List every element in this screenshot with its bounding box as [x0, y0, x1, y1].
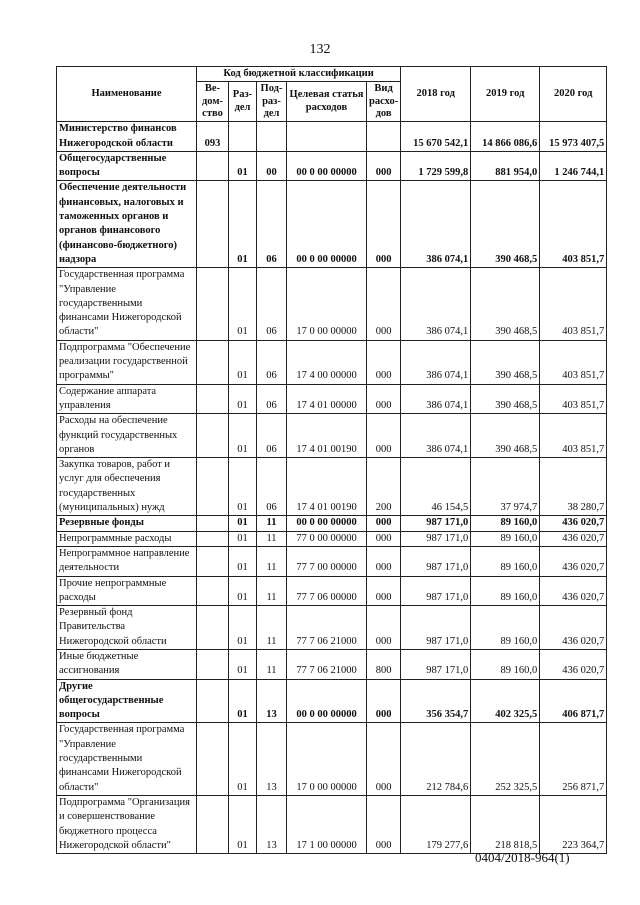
cell-ved	[197, 546, 229, 576]
table-row	[57, 340, 607, 384]
table-row	[57, 679, 607, 723]
cell-vid: 000	[367, 268, 401, 340]
cell-y2018: 386 074,1	[401, 340, 471, 384]
cell-razdel: 01	[229, 516, 257, 531]
cell-name: Иные бюджетные ассигнования	[57, 649, 197, 679]
cell-podrazdel: 06	[257, 181, 287, 268]
cell-podrazdel: 11	[257, 516, 287, 531]
cell-y2018: 386 074,1	[401, 384, 471, 414]
table-row	[57, 795, 607, 853]
cell-csr: 77 0 00 00000	[287, 531, 367, 546]
cell-razdel: 01	[229, 723, 257, 795]
cell-podrazdel: 11	[257, 576, 287, 606]
cell-csr: 00 0 00 00000	[287, 679, 367, 723]
cell-podrazdel: 11	[257, 649, 287, 679]
cell-name: Другие общегосударственные вопросы	[57, 679, 197, 723]
header-2019: 2019 год	[471, 67, 540, 122]
cell-y2020: 1 246 744,1	[540, 151, 607, 181]
table-row	[57, 181, 607, 268]
cell-name: Содержание аппарата управления	[57, 384, 197, 414]
cell-name: Резервный фонд Правительства Нижегородской области	[57, 606, 197, 650]
cell-ved	[197, 340, 229, 384]
cell-y2020: 436 020,7	[540, 606, 607, 650]
cell-vid: 000	[367, 606, 401, 650]
cell-ved	[197, 458, 229, 516]
cell-y2018: 386 074,1	[401, 181, 471, 268]
cell-vid: 000	[367, 340, 401, 384]
cell-y2020: 256 871,7	[540, 723, 607, 795]
budget-table	[56, 66, 607, 854]
cell-ved	[197, 795, 229, 853]
cell-csr: 00 0 00 00000	[287, 516, 367, 531]
cell-razdel: 01	[229, 649, 257, 679]
cell-y2019: 89 160,0	[471, 546, 540, 576]
cell-ved	[197, 181, 229, 268]
cell-razdel: 01	[229, 268, 257, 340]
cell-name: Министерство финансов Нижегородской области	[57, 122, 197, 152]
cell-y2019: 390 468,5	[471, 414, 540, 458]
cell-podrazdel: 13	[257, 723, 287, 795]
cell-y2020: 436 020,7	[540, 649, 607, 679]
cell-y2020: 436 020,7	[540, 546, 607, 576]
cell-vid: 000	[367, 531, 401, 546]
cell-podrazdel: 11	[257, 606, 287, 650]
cell-ved	[197, 268, 229, 340]
table-row	[57, 151, 607, 181]
cell-csr	[287, 122, 367, 152]
cell-vid: 000	[367, 576, 401, 606]
header-name: Наименование	[57, 67, 197, 122]
cell-razdel: 01	[229, 340, 257, 384]
cell-name: Государственная программа "Управление государственными финансами Нижегородской области"	[57, 723, 197, 795]
cell-ved	[197, 576, 229, 606]
table-body	[57, 122, 607, 854]
cell-ved	[197, 531, 229, 546]
page-number: 132	[309, 42, 331, 57]
cell-y2020: 436 020,7	[540, 576, 607, 606]
cell-ved	[197, 606, 229, 650]
cell-y2020: 403 851,7	[540, 268, 607, 340]
cell-razdel: 01	[229, 458, 257, 516]
cell-vid	[367, 122, 401, 152]
cell-y2019: 402 325,5	[471, 679, 540, 723]
cell-y2019: 89 160,0	[471, 606, 540, 650]
cell-y2019: 89 160,0	[471, 649, 540, 679]
cell-podrazdel: 06	[257, 414, 287, 458]
cell-vid: 000	[367, 151, 401, 181]
cell-y2019: 390 468,5	[471, 384, 540, 414]
cell-csr: 17 4 01 00000	[287, 384, 367, 414]
cell-podrazdel: 11	[257, 546, 287, 576]
cell-vid: 000	[367, 546, 401, 576]
cell-y2020: 38 280,7	[540, 458, 607, 516]
cell-y2018: 987 171,0	[401, 606, 471, 650]
header-razdel: Раз-дел	[229, 82, 257, 122]
cell-y2018: 356 354,7	[401, 679, 471, 723]
cell-ved	[197, 414, 229, 458]
cell-csr: 17 0 00 00000	[287, 268, 367, 340]
cell-y2018: 987 171,0	[401, 531, 471, 546]
cell-razdel: 01	[229, 606, 257, 650]
cell-vid: 200	[367, 458, 401, 516]
cell-y2018: 987 171,0	[401, 576, 471, 606]
cell-ved	[197, 679, 229, 723]
cell-y2019: 881 954,0	[471, 151, 540, 181]
table-row	[57, 531, 607, 546]
cell-vid: 800	[367, 649, 401, 679]
cell-razdel: 01	[229, 795, 257, 853]
cell-ved: 093	[197, 122, 229, 152]
table-row	[57, 268, 607, 340]
header-csr: Целевая статья расходов	[287, 82, 367, 122]
cell-csr: 77 7 06 21000	[287, 649, 367, 679]
table-row	[57, 516, 607, 531]
table-row	[57, 649, 607, 679]
header-code-group: Код бюджетной классификации	[197, 67, 401, 82]
cell-y2019: 390 468,5	[471, 181, 540, 268]
cell-y2020: 403 851,7	[540, 414, 607, 458]
table-row	[57, 122, 607, 152]
header-podrazdel: Под-раз-дел	[257, 82, 287, 122]
cell-podrazdel: 00	[257, 151, 287, 181]
header-2018: 2018 год	[401, 67, 471, 122]
table-row	[57, 723, 607, 795]
cell-podrazdel: 06	[257, 268, 287, 340]
cell-csr: 00 0 00 00000	[287, 181, 367, 268]
cell-y2019: 37 974,7	[471, 458, 540, 516]
cell-csr: 00 0 00 00000	[287, 151, 367, 181]
cell-csr: 17 4 01 00190	[287, 458, 367, 516]
cell-y2019: 89 160,0	[471, 576, 540, 606]
cell-name: Резервные фонды	[57, 516, 197, 531]
cell-name: Государственная программа "Управление государственными финансами Нижегородской области"	[57, 268, 197, 340]
header-ved: Ве-дом-ство	[197, 82, 229, 122]
cell-y2019: 89 160,0	[471, 531, 540, 546]
cell-podrazdel: 06	[257, 384, 287, 414]
table-row	[57, 414, 607, 458]
cell-razdel: 01	[229, 531, 257, 546]
cell-y2020: 406 871,7	[540, 679, 607, 723]
cell-podrazdel: 11	[257, 531, 287, 546]
cell-razdel: 01	[229, 546, 257, 576]
cell-y2018: 1 729 599,8	[401, 151, 471, 181]
cell-name: Подпрограмма "Обеспечение реализации государственной программы"	[57, 340, 197, 384]
cell-csr: 77 7 00 00000	[287, 546, 367, 576]
cell-y2018: 987 171,0	[401, 546, 471, 576]
cell-podrazdel: 06	[257, 458, 287, 516]
cell-y2018: 386 074,1	[401, 414, 471, 458]
table-row	[57, 606, 607, 650]
cell-razdel: 01	[229, 679, 257, 723]
cell-csr: 77 7 06 00000	[287, 576, 367, 606]
cell-y2018: 987 171,0	[401, 516, 471, 531]
header-2020: 2020 год	[540, 67, 607, 122]
cell-vid: 000	[367, 181, 401, 268]
cell-name: Непрограммные расходы	[57, 531, 197, 546]
table-row	[57, 546, 607, 576]
cell-y2018: 179 277,6	[401, 795, 471, 853]
table-row	[57, 458, 607, 516]
cell-y2019: 14 866 086,6	[471, 122, 540, 152]
cell-razdel: 01	[229, 181, 257, 268]
cell-y2020: 436 020,7	[540, 531, 607, 546]
cell-csr: 17 4 01 00190	[287, 414, 367, 458]
cell-razdel	[229, 122, 257, 152]
document-code: 0404/2018-964(1)	[475, 850, 570, 865]
cell-vid: 000	[367, 384, 401, 414]
cell-y2019: 252 325,5	[471, 723, 540, 795]
cell-y2018: 987 171,0	[401, 649, 471, 679]
cell-ved	[197, 384, 229, 414]
header-vid: Вид расхо-дов	[367, 82, 401, 122]
cell-y2020: 403 851,7	[540, 181, 607, 268]
cell-y2020: 436 020,7	[540, 516, 607, 531]
cell-vid: 000	[367, 516, 401, 531]
table-row	[57, 576, 607, 606]
cell-name: Прочие непрограммные расходы	[57, 576, 197, 606]
cell-y2020: 15 973 407,5	[540, 122, 607, 152]
cell-razdel: 01	[229, 384, 257, 414]
cell-razdel: 01	[229, 414, 257, 458]
cell-name: Подпрограмма "Организация и совершенствование бюджетного процесса Нижегородской области"	[57, 795, 197, 853]
cell-vid: 000	[367, 679, 401, 723]
cell-y2020: 403 851,7	[540, 340, 607, 384]
cell-name: Обеспечение деятельности финансовых, налоговых и таможенных органов и органов финансового (финансово-бюджетного) надзора	[57, 181, 197, 268]
cell-csr: 77 7 06 21000	[287, 606, 367, 650]
cell-razdel: 01	[229, 576, 257, 606]
cell-y2019: 390 468,5	[471, 340, 540, 384]
table-row	[57, 384, 607, 414]
cell-name: Общегосударственные вопросы	[57, 151, 197, 181]
cell-ved	[197, 723, 229, 795]
cell-vid: 000	[367, 414, 401, 458]
cell-razdel: 01	[229, 151, 257, 181]
cell-name: Закупка товаров, работ и услуг для обеспечения государственных (муниципальных) нужд	[57, 458, 197, 516]
cell-ved	[197, 516, 229, 531]
cell-podrazdel: 13	[257, 679, 287, 723]
cell-podrazdel: 13	[257, 795, 287, 853]
cell-y2018: 386 074,1	[401, 268, 471, 340]
cell-vid: 000	[367, 723, 401, 795]
cell-y2019: 218 818,5	[471, 795, 540, 853]
cell-y2018: 212 784,6	[401, 723, 471, 795]
cell-csr: 17 1 00 00000	[287, 795, 367, 853]
cell-name: Непрограммное направление деятельности	[57, 546, 197, 576]
cell-vid: 000	[367, 795, 401, 853]
cell-csr: 17 0 00 00000	[287, 723, 367, 795]
cell-y2019: 390 468,5	[471, 268, 540, 340]
cell-y2020: 223 364,7	[540, 795, 607, 853]
cell-ved	[197, 151, 229, 181]
cell-y2020: 403 851,7	[540, 384, 607, 414]
cell-name: Расходы на обеспечение функций государственных органов	[57, 414, 197, 458]
cell-ved	[197, 649, 229, 679]
cell-podrazdel	[257, 122, 287, 152]
cell-y2019: 89 160,0	[471, 516, 540, 531]
cell-csr: 17 4 00 00000	[287, 340, 367, 384]
cell-podrazdel: 06	[257, 340, 287, 384]
cell-y2018: 46 154,5	[401, 458, 471, 516]
cell-y2018: 15 670 542,1	[401, 122, 471, 152]
